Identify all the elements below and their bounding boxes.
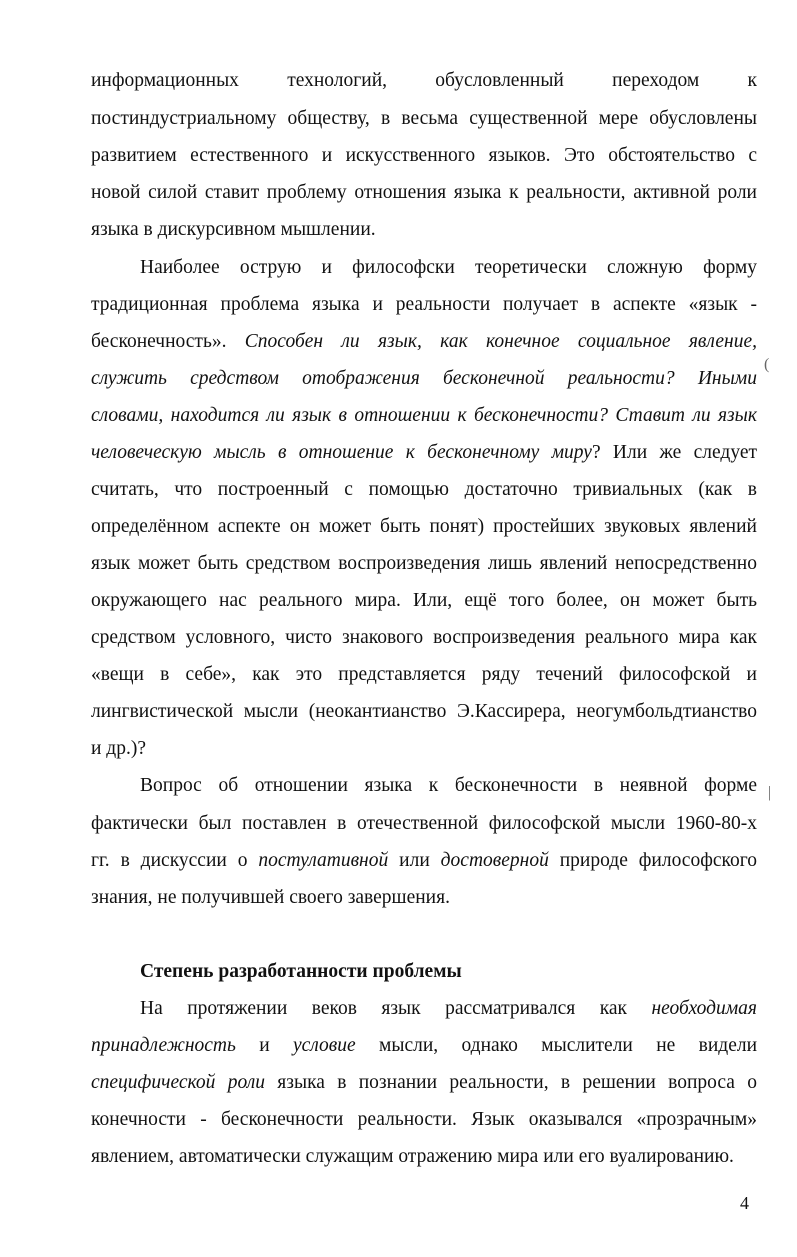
p1-line-1: информационных технологий, обусловленный переходом к	[91, 70, 757, 91]
p3-line-3-d: достоверной	[440, 850, 549, 871]
p2-line-10: окружающего нас реального мира. Или, ещё того более, он может быть	[91, 590, 757, 611]
p2-line-6	[91, 441, 757, 465]
p4-line-2-a: принадлежность	[91, 1035, 236, 1056]
p1-line-5: языка в дискурсивном мышлении.	[91, 219, 376, 240]
p2-line-4-text: служить средством отображения бесконечной реальности? Иными	[91, 368, 757, 389]
p3-line-3-e: природе философского	[548, 850, 757, 871]
p1-line-2: постиндустриальному обществу, в весьма существенной мере обусловлены	[91, 108, 757, 129]
p2-line-5	[91, 404, 757, 428]
p2-line-14: и др.)?	[91, 738, 147, 759]
p2-line-4	[91, 367, 757, 391]
p1-line-4: новой силой ставит проблему отношения языка к реальности, активной роли	[91, 182, 757, 203]
p3-line-3	[91, 849, 757, 873]
p4-line-4: конечности - бесконечности реальности. Язык оказывался «прозрачным»	[91, 1109, 757, 1130]
p2-line-6-b: ? Или же следует	[591, 442, 757, 463]
p4-line-2	[91, 1034, 757, 1058]
p2-line-13: лингвистической мысли (неокантианство Э.Кассирера, неогумбольдтианство	[91, 701, 757, 722]
page-number: 4	[740, 1193, 749, 1213]
p4-line-2-d: мысли, однако мыслители не видели	[355, 1035, 758, 1056]
p4-line-3-b: языка в познании реальности, в решении вопроса о	[264, 1072, 757, 1093]
p2-line-3-a: бесконечность».	[91, 331, 245, 352]
margin-bracket-mark-2: |	[768, 784, 772, 801]
p3-line-3-b: постулативной	[258, 850, 389, 871]
p3-line-1: Вопрос об отношении языка к бесконечности в неявной форме	[140, 775, 757, 796]
p2-line-3-b: Способен ли язык, как конечное социальное явление,	[244, 331, 757, 352]
p4-line-2-c: условие	[293, 1035, 356, 1056]
p2-line-5-text: словами, находится ли язык в отношении к бесконечности? Ставит ли язык	[91, 405, 757, 426]
p4-line-2-b: и	[235, 1035, 293, 1056]
p4-line-1	[140, 997, 757, 1021]
p3-line-2: фактически был поставлен в отечественной философской мысли 1960-80-х	[91, 813, 757, 834]
p4-line-5: явлением, автоматически служащим отражению мира или его вуалированию.	[91, 1146, 734, 1167]
p4-line-3	[91, 1071, 757, 1095]
p3-line-3-c: или	[388, 850, 441, 871]
p2-line-1: Наиболее острую и философски теоретически сложную форму	[140, 257, 757, 278]
p2-line-6-a: человеческую мысль в отношение к бесконечному миру	[91, 442, 592, 463]
section-heading: Степень разработанности проблемы	[140, 961, 462, 982]
p4-line-3-a: специфической роли	[91, 1072, 265, 1093]
p2-line-2: традиционная проблема языка и реальности получает в аспекте «язык -	[91, 294, 757, 315]
p1-line-3: развитием естественного и искусственного языков. Это обстоятельство с	[91, 145, 757, 166]
p2-line-9: язык может быть средством воспроизведения лишь явлений непосредственно	[91, 553, 757, 574]
p2-line-12: «вещи в себе», как это представляется ряду течений философской и	[91, 664, 757, 685]
p3-line-3-a: гг. в дискуссии о	[91, 850, 259, 871]
p4-line-1-b: необходимая	[651, 998, 757, 1019]
p2-line-3	[91, 330, 757, 354]
p4-line-1-a: На протяжении веков язык рассматривался как	[140, 998, 652, 1019]
p3-line-4: знания, не получившей своего завершения.	[91, 887, 450, 908]
margin-bracket-mark: (	[764, 356, 770, 373]
p2-line-7: считать, что построенный с помощью достаточно тривиальных (как в	[91, 479, 757, 500]
p2-line-8: определённом аспекте он может быть понят) простейших звуковых явлений	[91, 516, 757, 537]
p2-line-11: средством условного, чисто знакового воспроизведения реального мира как	[91, 627, 757, 648]
